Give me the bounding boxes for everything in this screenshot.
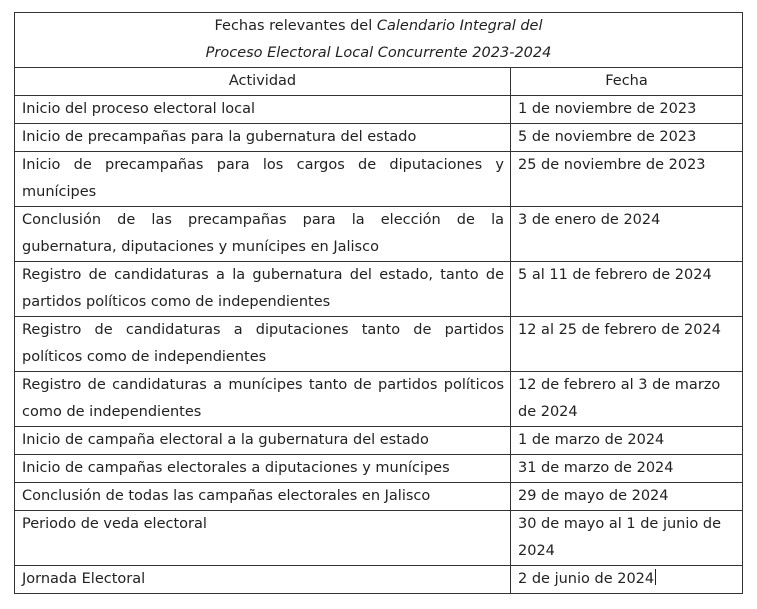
date-cell: 1 de noviembre de 2023 bbox=[511, 96, 743, 124]
activity-cell: Periodo de veda electoral bbox=[15, 511, 511, 566]
table-row bbox=[15, 317, 743, 372]
date-cell: 12 al 25 de febrero de 2024 bbox=[511, 317, 743, 372]
table-row bbox=[15, 427, 743, 455]
date-cell: 25 de noviembre de 2023 bbox=[511, 152, 743, 207]
table-row bbox=[15, 207, 743, 262]
table-row bbox=[15, 124, 743, 152]
title-italic-2: Proceso Electoral Local Concurrente 2023-2024 bbox=[205, 45, 552, 61]
activity-cell: Inicio de precampañas para los cargos de diputaciones y munícipes bbox=[15, 152, 511, 207]
date-cell: 31 de marzo de 2024 bbox=[511, 455, 743, 483]
table-row bbox=[15, 511, 743, 566]
title-line-1 bbox=[15, 13, 742, 40]
activity-cell: Inicio de campañas electorales a diputaciones y munícipes bbox=[15, 455, 511, 483]
date-text: 2 de junio de 2024 bbox=[518, 571, 655, 587]
title-prefix: Fechas relevantes del bbox=[214, 18, 377, 34]
date-cell: 1 de marzo de 2024 bbox=[511, 427, 743, 455]
activity-cell: Conclusión de las precampañas para la elección de la gubernatura, diputaciones y munícipes en Jalisco bbox=[15, 207, 511, 262]
activity-cell: Registro de candidaturas a diputaciones tanto de partidos políticos como de independientes bbox=[15, 317, 511, 372]
date-cell: 3 de enero de 2024 bbox=[511, 207, 743, 262]
activity-cell: Inicio del proceso electoral local bbox=[15, 96, 511, 124]
table-row bbox=[15, 96, 743, 124]
table-row bbox=[15, 262, 743, 317]
column-header-activity: Actividad bbox=[15, 68, 511, 96]
calendar-table bbox=[14, 12, 743, 594]
table-row bbox=[15, 483, 743, 511]
title-italic-1: Calendario Integral del bbox=[376, 18, 543, 34]
date-cell: 12 de febrero al 3 de marzo de 2024 bbox=[511, 372, 743, 427]
date-cell-editable[interactable] bbox=[511, 566, 743, 594]
table-title bbox=[15, 13, 743, 68]
date-cell: 30 de mayo al 1 de junio de 2024 bbox=[511, 511, 743, 566]
table-row bbox=[15, 372, 743, 427]
column-header-date: Fecha bbox=[511, 68, 743, 96]
activity-cell: Jornada Electoral bbox=[15, 566, 511, 594]
table-row bbox=[15, 566, 743, 594]
table-row bbox=[15, 455, 743, 483]
activity-cell: Conclusión de todas las campañas electorales en Jalisco bbox=[15, 483, 511, 511]
activity-cell: Inicio de campaña electoral a la gubernatura del estado bbox=[15, 427, 511, 455]
header-row bbox=[15, 68, 743, 96]
table-row bbox=[15, 152, 743, 207]
activity-cell: Registro de candidaturas a la gubernatura del estado, tanto de partidos políticos como de independientes bbox=[15, 262, 511, 317]
title-line-2 bbox=[15, 40, 742, 67]
activity-cell: Registro de candidaturas a munícipes tanto de partidos políticos como de independientes bbox=[15, 372, 511, 427]
text-cursor bbox=[655, 569, 656, 585]
activity-cell: Inicio de precampañas para la gubernatura del estado bbox=[15, 124, 511, 152]
date-cell: 29 de mayo de 2024 bbox=[511, 483, 743, 511]
title-row bbox=[15, 13, 743, 68]
date-cell: 5 al 11 de febrero de 2024 bbox=[511, 262, 743, 317]
date-cell: 5 de noviembre de 2023 bbox=[511, 124, 743, 152]
